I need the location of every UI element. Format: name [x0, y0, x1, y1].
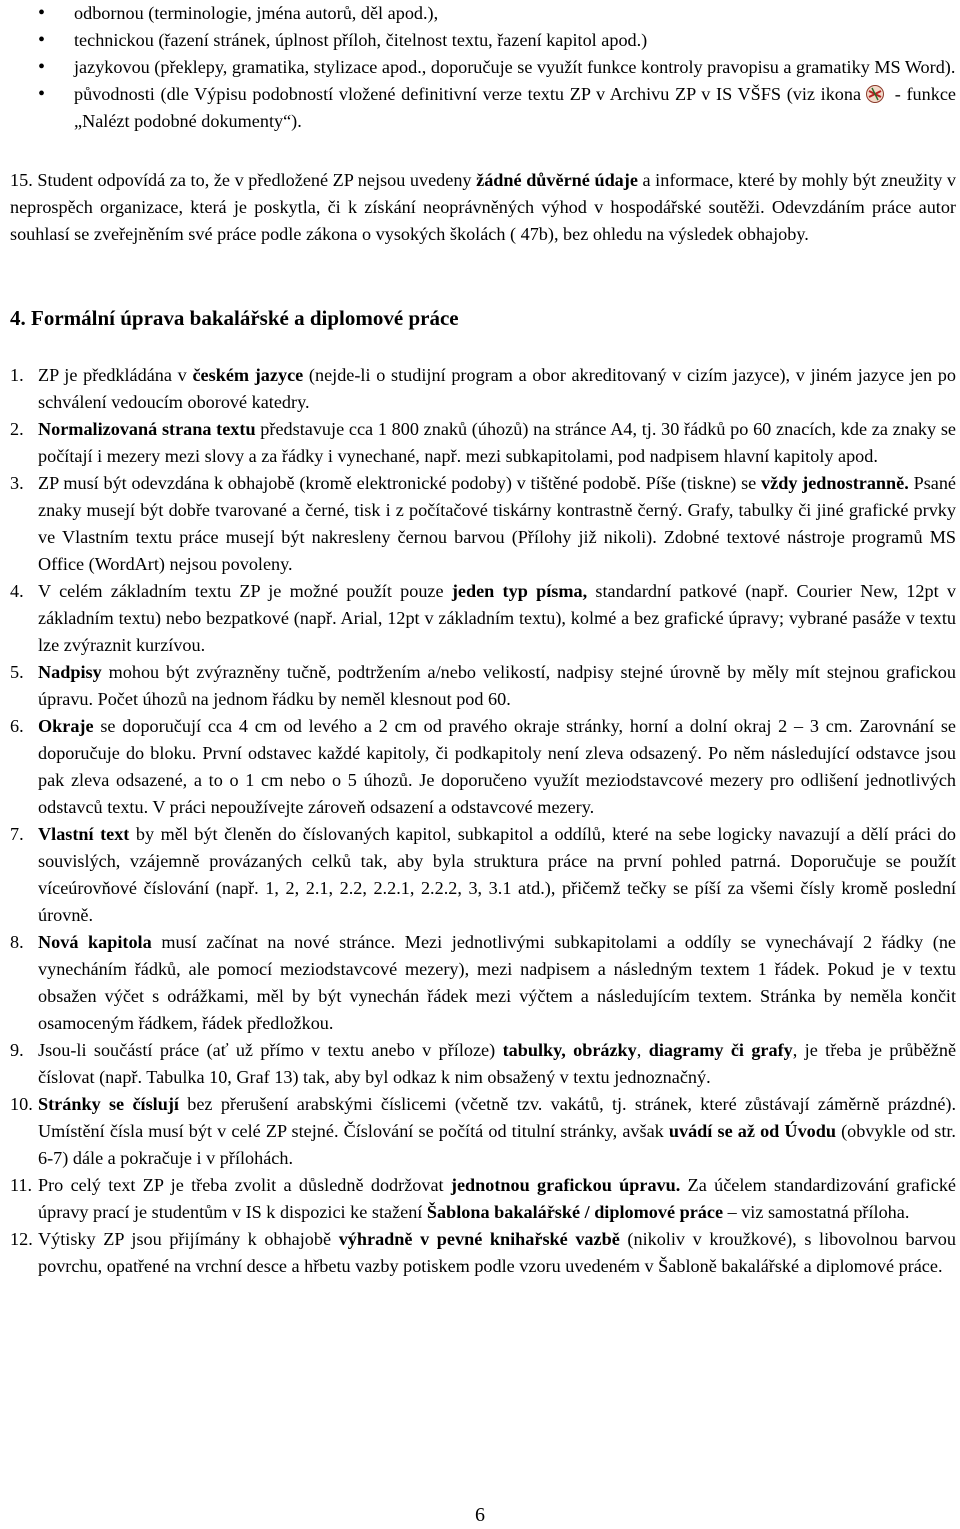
text: musí začínat na nové stránce. Mezi jednotlivými subkapitolami a oddíly se vynechávají 2 řádky (ne vynecháním řádků, ale pomocí meziodstavcové mezery), mezi nadpisem a následným textem 1 řádek. Pokud je v textu obsažen výčet s odrážkami, měl by být vynechán řádek mezi výčtem a následujícím textem. Stránka by neměla končit osamoceným řádkem, řádek předložkou. — [38, 932, 956, 1033]
rule-number: 2. — [10, 419, 24, 439]
bold-text: českém jazyce — [192, 365, 304, 385]
rule-number: 1. — [10, 365, 24, 385]
rule-number: 6. — [10, 716, 24, 736]
text: Pro celý text ZP je třeba zvolit a důsledně dodržovat — [38, 1175, 451, 1195]
bold-text: Normalizovaná strana textu — [38, 419, 256, 439]
paragraph-15 — [10, 167, 956, 248]
rule-item — [10, 1037, 956, 1091]
bold-text: Nová kapitola — [38, 932, 152, 952]
bullet-text: původnosti (dle Výpisu podobností vložené definitivní verze textu ZP v Archivu ZP v IS VŠFS (viz ikona — [74, 84, 862, 104]
bold-text: Vlastní text — [38, 824, 130, 844]
text: Výtisky ZP jsou přijímány k obhajobě — [38, 1229, 339, 1249]
bullet-text: - funkce „Nalézt podobné dokumenty“). — [74, 84, 956, 131]
section-heading: 4. Formální úprava bakalářské a diplomové práce — [10, 306, 459, 330]
similar-documents-icon — [864, 84, 886, 104]
text: – viz samostatná příloha. — [723, 1202, 910, 1222]
text: bez přerušení arabskými číslicemi (včetně tzv. vakátů, tj. stránek, které zůstávají záměrně prázdné). Umístění čísla musí být v celé ZP stejné. Číslování se počítá od titulní stránky, avšak — [38, 1094, 956, 1141]
rule-item — [10, 1226, 956, 1280]
bold-text: diagramy či grafy — [648, 1040, 793, 1060]
bullet-item: • jazykovou (překlepy, gramatika, stylizace apod., doporučuje se využít funkce kontroly pravopisu a gramatiky MS Word). — [38, 54, 956, 81]
rule-number: 7. — [10, 824, 24, 844]
text: a informace, které by mohly být zneužity v neprospěch organizace, která je poskytla, či k získání neoprávněných výhod v hospodářské soutěži. Odevzdáním práce autor souhlasí se zveřejněním své práce podle zákona o vysokých školách ( 47b), bez ohledu na výsledek obhajoby. — [10, 170, 957, 244]
rule-number: 9. — [10, 1040, 24, 1060]
rule-number: 11. — [10, 1175, 33, 1195]
rule-item — [10, 1172, 956, 1226]
bold-text: uvádí se až od Úvodu — [668, 1121, 836, 1141]
bold-text: výhradně v pevné knihařské vazbě — [338, 1229, 620, 1249]
text: Jsou-li součástí práce (ať už přímo v textu anebo v příloze) — [38, 1040, 503, 1060]
bold-text: Šablona bakalářské / diplomové práce — [426, 1202, 724, 1222]
bold-text: Nadpisy — [38, 662, 102, 682]
text: standardní patkové (např. Courier New, 12pt v základním textu) nebo bezpatkové (např. Arial, 12pt v základním textu), kolmé a bez grafické úpravy; vybrané pasáže v textu lze zvýraznit kurzívou. — [38, 581, 956, 655]
text: Psané znaky musejí být dobře tvarované a černé, tisk i z počítačové tiskárny kontrastně černý. Grafy, tabulky či jiné grafické prvky ve Vlastním textu práce musejí být nakresleny černou barvou (Přílohy již nikoli). Zdobné textové nástroje programů MS Office (WordArt) nejsou povoleny. — [38, 473, 957, 574]
page-number: 6 — [475, 1504, 485, 1526]
rule-item — [10, 821, 956, 929]
bold-text: tabulky, obrázky — [502, 1040, 637, 1060]
formal-rules-list — [10, 362, 956, 1280]
rule-item — [10, 416, 956, 470]
rule-item — [10, 362, 956, 416]
bullet-item: • technickou (řazení stránek, úplnost příloh, čitelnost textu, řazení kapitol apod.) — [38, 27, 956, 54]
text: 15. Student odpovídá za to, že v předložené ZP nejsou uvedeny — [10, 170, 477, 190]
text: Za účelem standardizování grafické úpravy prací je studentům v IS k dispozici ke stažení — [38, 1175, 956, 1222]
text: V celém základním textu ZP je možné použít pouze — [38, 581, 452, 601]
rule-number: 12. — [10, 1229, 33, 1249]
bold-text: Okraje — [38, 716, 94, 736]
bullet-item: • odbornou (terminologie, jména autorů, děl apod.), — [38, 0, 956, 27]
bold-text: jeden typ písma, — [451, 581, 588, 601]
text: (obvykle od str. 6-7) dále a pokračuje i v přílohách. — [38, 1121, 956, 1168]
text: by měl být členěn do číslovaných kapitol, subkapitol a oddílů, které na sebe logicky navazují a dělí práci do souvislých, vzájemně provázaných celků tak, aby byla struktura práce na první pohled patrná. Doporučuje se použít víceúrovňové číslování (např. 1, 2, 2.1, 2.2, 2.2.1, 2.2.2, 3, 3.1 atd.), přičemž tečky se píší za všemi čísly kromě poslední úrovně. — [38, 824, 956, 925]
rule-number: 4. — [10, 581, 24, 601]
text: mohou být zvýrazněny tučně, podtržením a/nebo velikostí, nadpisy stejné úrovně by měly mít stejnou grafickou úpravu. Počet úhozů na jednom řádku by neměl klesnout pod 60. — [38, 662, 956, 709]
bold-text: jednotnou grafickou úpravu. — [450, 1175, 681, 1195]
text: (nikoliv v kroužkové), s libovolnou barvou povrchu, opatřené na vrchní desce a hřbetu vazby potiskem podle vzoru uvedeném v Šabloně bakalářské a diplomové práce. — [38, 1229, 956, 1276]
bold-text: Stránky se číslují — [38, 1094, 179, 1114]
criteria-bullet-list — [38, 0, 956, 135]
rule-item — [10, 1091, 956, 1172]
text: představuje cca 1 800 znaků (úhozů) na stránce A4, tj. 30 řádků po 60 znacích, kde za znaky se počítají i mezery mezi slovy a za řádky i vynechané, např. mezi subkapitolami, pod nadpisem hlavní kapitoly apod. — [38, 419, 956, 466]
rule-item — [10, 929, 956, 1037]
text: , — [636, 1040, 649, 1060]
rule-item — [10, 659, 956, 713]
text: ZP musí být odevzdána k obhajobě (kromě elektronické podoby) v tištěné podobě. Píše (tiskne) se — [38, 473, 762, 493]
rule-item — [10, 470, 956, 578]
rule-item — [10, 578, 956, 659]
rule-item — [10, 713, 956, 821]
rule-number: 10. — [10, 1094, 33, 1114]
rule-number: 5. — [10, 662, 24, 682]
text: , je třeba je průběžně číslovat (např. Tabulka 10, Graf 13) tak, aby byl odkaz k nim obsažený v textu jednoznačný. — [38, 1040, 957, 1087]
rule-number: 8. — [10, 932, 24, 952]
text: (nejde-li o studijní program a obor akreditovaný v cizím jazyce), v jiném jazyce jen po schválení vedoucím oborové katedry. — [38, 365, 956, 412]
rule-number: 3. — [10, 473, 24, 493]
bold-text: vždy jednostranně. — [761, 473, 909, 493]
bold-text: žádné důvěrné údaje — [476, 170, 638, 190]
text: ZP je předkládána v — [38, 365, 193, 385]
bullet-item — [38, 81, 956, 135]
text: se doporučují cca 4 cm od levého a 2 cm od pravého okraje stránky, horní a dolní okraj 2 – 3 cm. Zarovnání se doporučuje do bloku. První odstavec každé kapitoly, či podkapitoly není zleva odsazený. Po něm následující odstavce jsou pak zleva odsazené, a to o 1 cm nebo o 5 úhozů. Je doporučeno využít meziodstavcové mezery pro odlišení jednotlivých odstavců textu. V práci nepoužívejte zároveň odsazení a odstavcové mezery. — [38, 716, 956, 817]
